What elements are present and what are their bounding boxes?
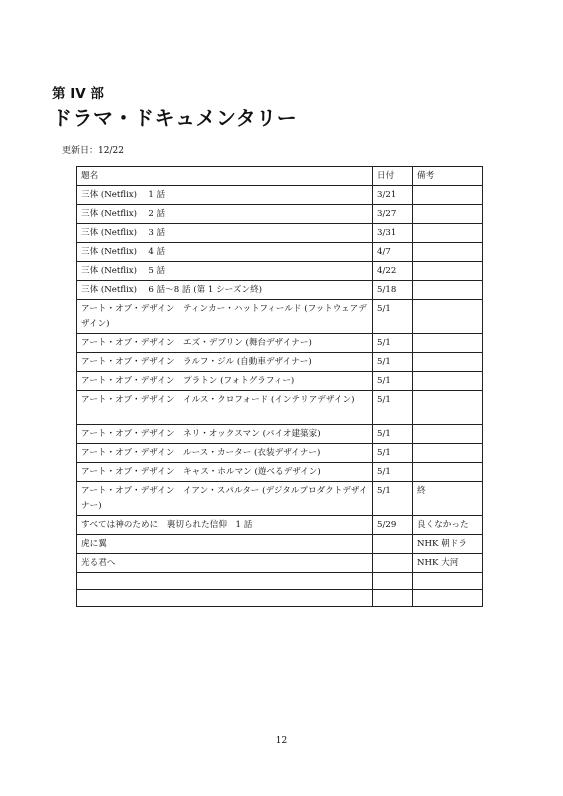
- cell-note: [413, 573, 483, 590]
- cell-title: 三体 (Netflix) 4 話: [77, 243, 373, 262]
- cell-title: アート・オブ・デザイン イルス・クロフォード (インテリアデザイン): [77, 391, 373, 425]
- cell-note: [413, 463, 483, 482]
- cell-date: 5/1: [373, 482, 413, 516]
- cell-note: [413, 334, 483, 353]
- cell-note: 終: [413, 482, 483, 516]
- part-heading: 第 IV 部: [52, 86, 104, 102]
- cell-note: NHK 朝ドラ: [413, 535, 483, 554]
- table-row: [77, 444, 483, 463]
- cell-date: 3/21: [373, 186, 413, 205]
- cell-date: 4/22: [373, 262, 413, 281]
- table-row: [77, 554, 483, 573]
- table-row: [77, 186, 483, 205]
- cell-note: [413, 243, 483, 262]
- cell-title: 三体 (Netflix) 6 話〜8 話 (第 1 シーズン終): [77, 281, 373, 300]
- table-row: [77, 300, 483, 334]
- cell-date: 5/1: [373, 334, 413, 353]
- cell-title: 光る君へ: [77, 554, 373, 573]
- cell-date: 5/1: [373, 425, 413, 444]
- table-row: [77, 353, 483, 372]
- cell-note: [413, 205, 483, 224]
- cell-title: 三体 (Netflix) 2 話: [77, 205, 373, 224]
- cell-date: [373, 535, 413, 554]
- table-row: [77, 372, 483, 391]
- cell-date: 5/1: [373, 444, 413, 463]
- cell-date: 5/1: [373, 353, 413, 372]
- cell-date: 3/31: [373, 224, 413, 243]
- cell-date: 5/29: [373, 516, 413, 535]
- cell-title: アート・オブ・デザイン イアン・スパルター (デジタルプロダクトデザイナー): [77, 482, 373, 516]
- cell-title: 虎に翼: [77, 535, 373, 554]
- cell-date: 5/1: [373, 372, 413, 391]
- table-row: [77, 535, 483, 554]
- table-row: [77, 262, 483, 281]
- table-row: [77, 243, 483, 262]
- cell-date: 5/18: [373, 281, 413, 300]
- cell-date: 5/1: [373, 391, 413, 425]
- table-row: [77, 516, 483, 535]
- cell-note: [413, 186, 483, 205]
- cell-date: [373, 573, 413, 590]
- cell-title: 三体 (Netflix) 3 話: [77, 224, 373, 243]
- cell-date: 5/1: [373, 463, 413, 482]
- drama-table: [76, 166, 483, 607]
- table-row: [77, 590, 483, 607]
- cell-title: アート・オブ・デザイン ルース・カーター (衣装デザイナー): [77, 444, 373, 463]
- table-row: [77, 391, 483, 425]
- cell-title: アート・オブ・デザイン ティンカー・ハットフィールド (フットウェアデザイン): [77, 300, 373, 334]
- cell-note: 良くなかった: [413, 516, 483, 535]
- cell-title: [77, 573, 373, 590]
- cell-title: アート・オブ・デザイン キャス・ホルマン (遊べるデザイン): [77, 463, 373, 482]
- cell-note: [413, 590, 483, 607]
- table-row: [77, 334, 483, 353]
- column-header-note: 備考: [413, 167, 483, 186]
- cell-note: [413, 300, 483, 334]
- cell-note: [413, 425, 483, 444]
- cell-title: [77, 590, 373, 607]
- cell-title: 三体 (Netflix) 1 話: [77, 186, 373, 205]
- cell-date: [373, 554, 413, 573]
- table-row: [77, 281, 483, 300]
- table-row: [77, 425, 483, 444]
- cell-note: [413, 281, 483, 300]
- table-header-row: [77, 167, 483, 186]
- cell-title: アート・オブ・デザイン ネリ・オックスマン (バイオ建築家): [77, 425, 373, 444]
- cell-title: 三体 (Netflix) 5 話: [77, 262, 373, 281]
- cell-date: 5/1: [373, 300, 413, 334]
- cell-note: [413, 391, 483, 425]
- cell-note: [413, 372, 483, 391]
- cell-note: [413, 224, 483, 243]
- table-row: [77, 482, 483, 516]
- cell-title: アート・オブ・デザイン エズ・デブリン (舞台デザイナー): [77, 334, 373, 353]
- table-row: [77, 573, 483, 590]
- cell-note: [413, 353, 483, 372]
- updated-date: 更新日：12/22: [62, 146, 124, 156]
- cell-note: [413, 262, 483, 281]
- cell-date: 3/27: [373, 205, 413, 224]
- cell-title: アート・オブ・デザイン プラトン (フォトグラフィー): [77, 372, 373, 391]
- table-row: [77, 463, 483, 482]
- chapter-title: ドラマ・ドキュメンタリー: [52, 106, 298, 130]
- cell-note: [413, 444, 483, 463]
- cell-date: 4/7: [373, 243, 413, 262]
- page-number: 12: [275, 736, 288, 746]
- cell-title: すべては神のために 裏切られた信仰 1 話: [77, 516, 373, 535]
- column-header-date: 日付: [373, 167, 413, 186]
- cell-date: [373, 590, 413, 607]
- table-row: [77, 205, 483, 224]
- column-header-title: 題名: [77, 167, 373, 186]
- cell-title: アート・オブ・デザイン ラルフ・ジル (自動車デザイナー): [77, 353, 373, 372]
- table-row: [77, 224, 483, 243]
- cell-note: NHK 大河: [413, 554, 483, 573]
